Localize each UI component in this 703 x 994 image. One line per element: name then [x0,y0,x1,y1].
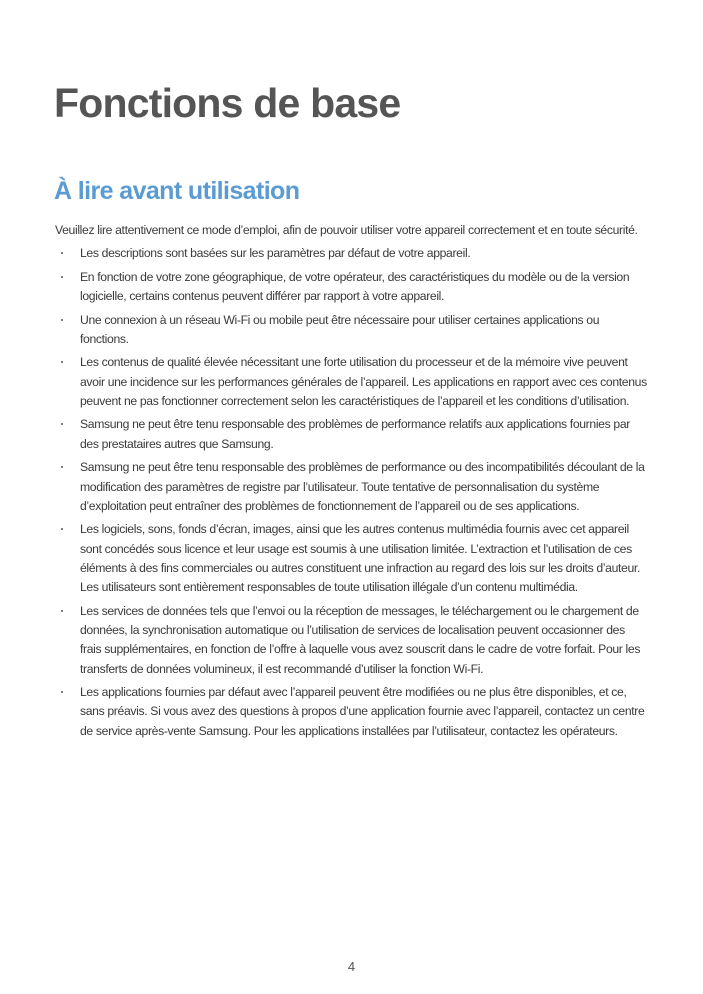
bullet-item [55,311,649,350]
bullet-dot-icon [61,276,63,278]
bullet-item [55,602,649,679]
bullet-dot-icon [61,319,63,321]
bullet-dot-icon [61,361,63,363]
bullet-item [55,244,649,263]
bullet-text: Les descriptions sont basées sur les paramètres par défaut de votre appareil. [80,246,471,261]
page-title: Fonctions de base [54,80,401,126]
bullet-dot-icon [61,528,63,530]
bullet-item [55,683,649,741]
bullet-list [55,244,649,741]
bullet-dot-icon [61,252,63,254]
bullet-text: Une connexion à un réseau Wi-Fi ou mobile peut être nécessaire pour utiliser certaines applications ou fonctions. [80,312,600,346]
bullet-dot-icon [61,610,63,612]
bullet-dot-icon [61,466,63,468]
bullet-item [55,520,649,597]
bullet-text: Les logiciels, sons, fonds d’écran, images, ainsi que les autres contenus multimédia fournis avec cet appareil sont concédés sous licence et leur usage est soumis à une utilisation limitée. L’extraction et l’utilisation de ces éléments à des fins commerciales ou autres constituent une infraction au regard des lois sur les droits d’auteur. Les utilisateurs sont entièrement responsables de toute utilisation illégale d’un contenu multimédia. [80,522,640,595]
page-number: 4 [347,959,356,974]
bullet-text: Samsung ne peut être tenu responsable des problèmes de performance ou des incompatibilités découlant de la modification des paramètres de registre par l’utilisateur. Toute tentative de personnalisation du système d’exploitation peut entraîner des problèmes de fonctionnement de l’appareil ou de ses applications. [80,460,645,513]
bullet-text: Samsung ne peut être tenu responsable des problèmes de performance relatifs aux applications fournies par des prestataires autres que Samsung. [80,417,630,451]
content-body [55,221,649,745]
bullet-text: Les applications fournies par défaut avec l’appareil peuvent être modifiées ou ne plus être disponibles, et ce, sans préavis. Si vous avez des questions à propos d’une application fournie avec l’appareil, contactez un centre de service après-vente Samsung. Pour les applications installées par l’utilisateur, contactez les opérateurs. [80,685,645,738]
bullet-text: En fonction de votre zone géographique, de votre opérateur, des caractéristiques du modèle ou de la version logicielle, certains contenus peuvent différer par rapport à votre appareil. [80,269,630,304]
bullet-text: Les contenus de qualité élevée nécessitant une forte utilisation du processeur et de la mémoire vive peuvent avoir une incidence sur les performances générales de l’appareil. Les applications en rapport avec ces contenus peuvent ne pas fonctionner correctement selon les caractéristiques de l’appareil et les conditions d’utilisation. [80,355,647,408]
bullet-dot-icon [61,691,63,693]
bullet-item [55,415,649,454]
bullet-text: Les services de données tels que l’envoi ou la réception de messages, le téléchargement ou le chargement de données, la synchronisation automatique ou l’utilisation de services de localisation peuvent occasionner des frais supplémentaires, en fonction de l’offre à laquelle vous avez souscrit dans le cadre de votre forfait. Pour les transferts de données volumineux, il est recommandé d’utiliser la fonction Wi-Fi. [80,603,641,676]
bullet-dot-icon [61,423,63,425]
bullet-item [55,353,649,411]
intro-paragraph: Veuillez lire attentivement ce mode d’emploi, afin de pouvoir utiliser votre appareil correctement et en toute sécurité. [55,223,638,237]
bullet-item [55,458,649,516]
bullet-item [55,268,649,307]
section-title: À lire avant utilisation [54,177,300,205]
